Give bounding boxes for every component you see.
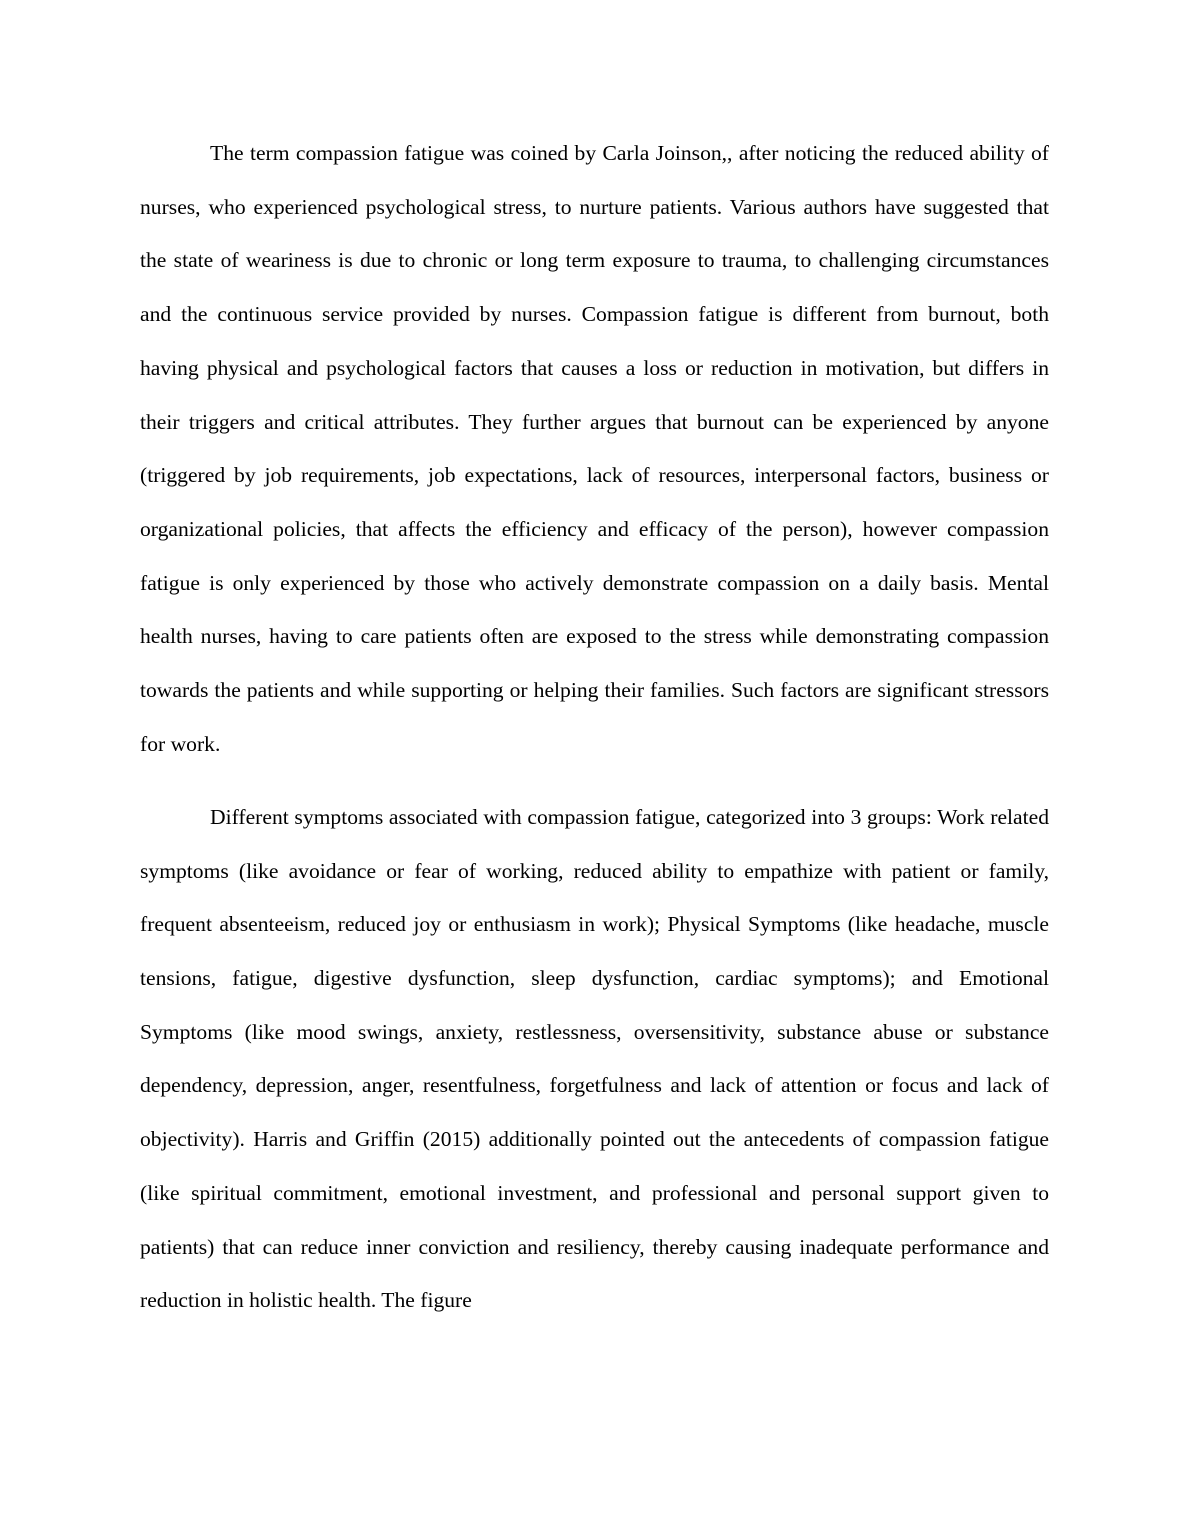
paragraph-2: Different symptoms associated with compassion fatigue, categorized into 3 groups: Work related symptoms (like avoidance or fear of working, reduced ability to empathize with patient or family, frequent absenteeism, reduced joy or enthusiasm in work); Physical Symptoms (like headache, muscle tensions, fatigue, digestive dysfunction, sleep dysfunction, cardiac symptoms); and Emotional Symptoms (like mood swings, anxiety, restlessness, oversensitivity, substance abuse or substance dependency, depression, anger, resentfulness, forgetfulness and lack of attention or focus and lack of objectivity). Harris and Griffin (2015) additionally pointed out the antecedents of compassion fatigue (like spiritual commitment, emotional investment, and professional and personal support given to patients) that can reduce inner conviction and resiliency, thereby causing inadequate performance and reduction in holistic health. The figure bbox=[140, 804, 1049, 1313]
document-body bbox=[140, 127, 1049, 1328]
paragraph-1: The term compassion fatigue was coined by Carla Joinson,, after noticing the reduced ability of nurses, who experienced psychological stress, to nurture patients. Various authors have suggested that the state of weariness is due to chronic or long term exposure to trauma, to challenging circumstances and the continuous service provided by nurses. Compassion fatigue is different from burnout, both having physical and psychological factors that causes a loss or reduction in motivation, but differs in their triggers and critical attributes. They further argues that burnout can be experienced by anyone (triggered by job requirements, job expectations, lack of resources, interpersonal factors, business or organizational policies, that affects the efficiency and efficacy of the person), however compassion fatigue is only experienced by those who actively demonstrate compassion on a daily basis. Mental health nurses, having to care patients often are exposed to the stress while demonstrating compassion towards the patients and while supporting or helping their families. Such factors are significant stressors for work. bbox=[140, 141, 1049, 756]
